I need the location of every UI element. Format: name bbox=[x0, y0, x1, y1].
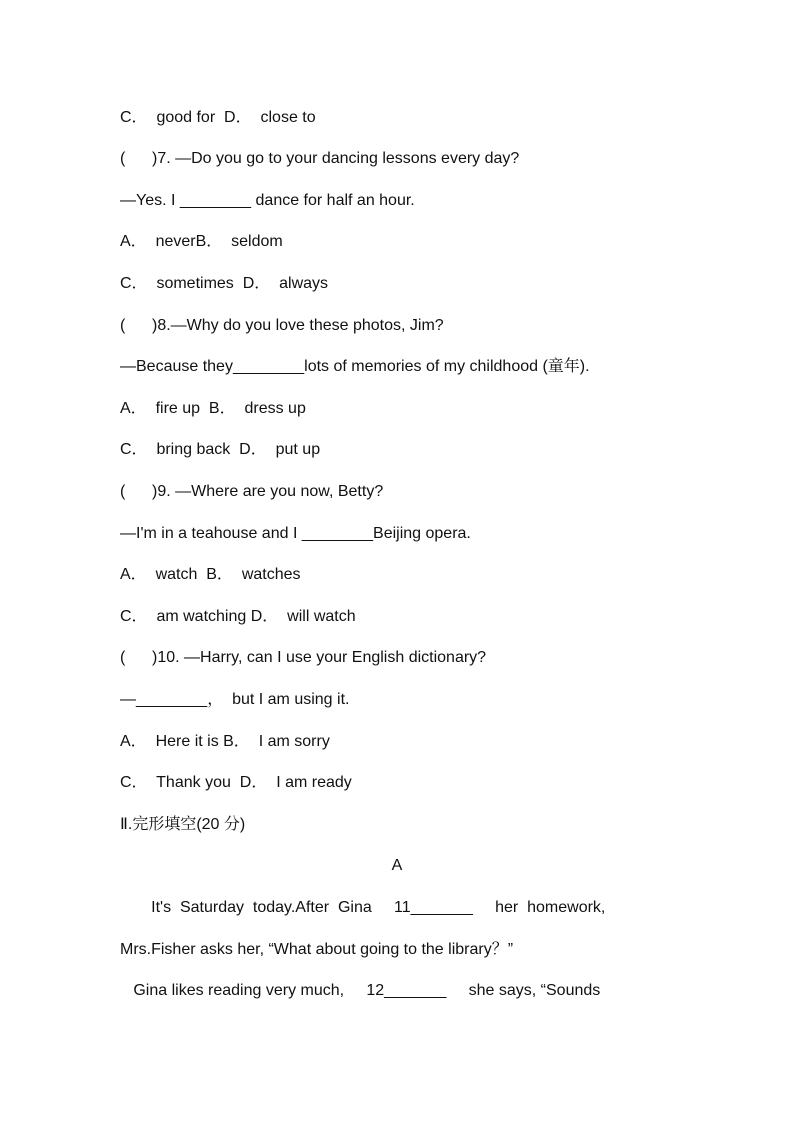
answer-line: —________， but I am using it. bbox=[120, 691, 350, 708]
question-7: ( )7. —Do you go to your dancing lessons every day? bbox=[120, 150, 520, 167]
question-8: ( )8.—Why do you love these photos, Jim? bbox=[120, 317, 444, 334]
option-line: A． Here it is B． I am sorry bbox=[120, 733, 330, 750]
question-10: ( )10. —Harry, can I use your English dictionary? bbox=[120, 649, 487, 666]
question-9: ( )9. —Where are you now, Betty? bbox=[120, 483, 384, 500]
option-line: A． watch B． watches bbox=[120, 566, 301, 583]
passage-line: It's Saturday today.After Gina 11_______ her homework, bbox=[120, 899, 606, 916]
section-heading: Ⅱ.完形填空(20 分) bbox=[120, 816, 246, 833]
option-line: C． Thank you D． I am ready bbox=[120, 774, 352, 791]
option-line: A． neverB． seldom bbox=[120, 233, 283, 250]
answer-line: —Because they________lots of memories of my childhood (童年). bbox=[120, 358, 590, 375]
answer-line: —I'm in a teahouse and I ________Beijing opera. bbox=[120, 525, 471, 542]
passage-heading: A bbox=[391, 857, 403, 874]
option-line: C． sometimes D． always bbox=[120, 275, 329, 292]
passage-line: Mrs.Fisher asks her, “What about going to the library？” bbox=[120, 941, 514, 958]
answer-line: —Yes. I ________ dance for half an hour. bbox=[120, 192, 415, 209]
option-line: C． bring back D． put up bbox=[120, 441, 321, 458]
passage-line: Gina likes reading very much, 12_______ she says, “Sounds bbox=[120, 982, 601, 999]
option-line: C． am watching D． will watch bbox=[120, 608, 356, 625]
option-line: A． fire up B． dress up bbox=[120, 400, 306, 417]
option-line: C． good for D． close to bbox=[120, 109, 316, 126]
